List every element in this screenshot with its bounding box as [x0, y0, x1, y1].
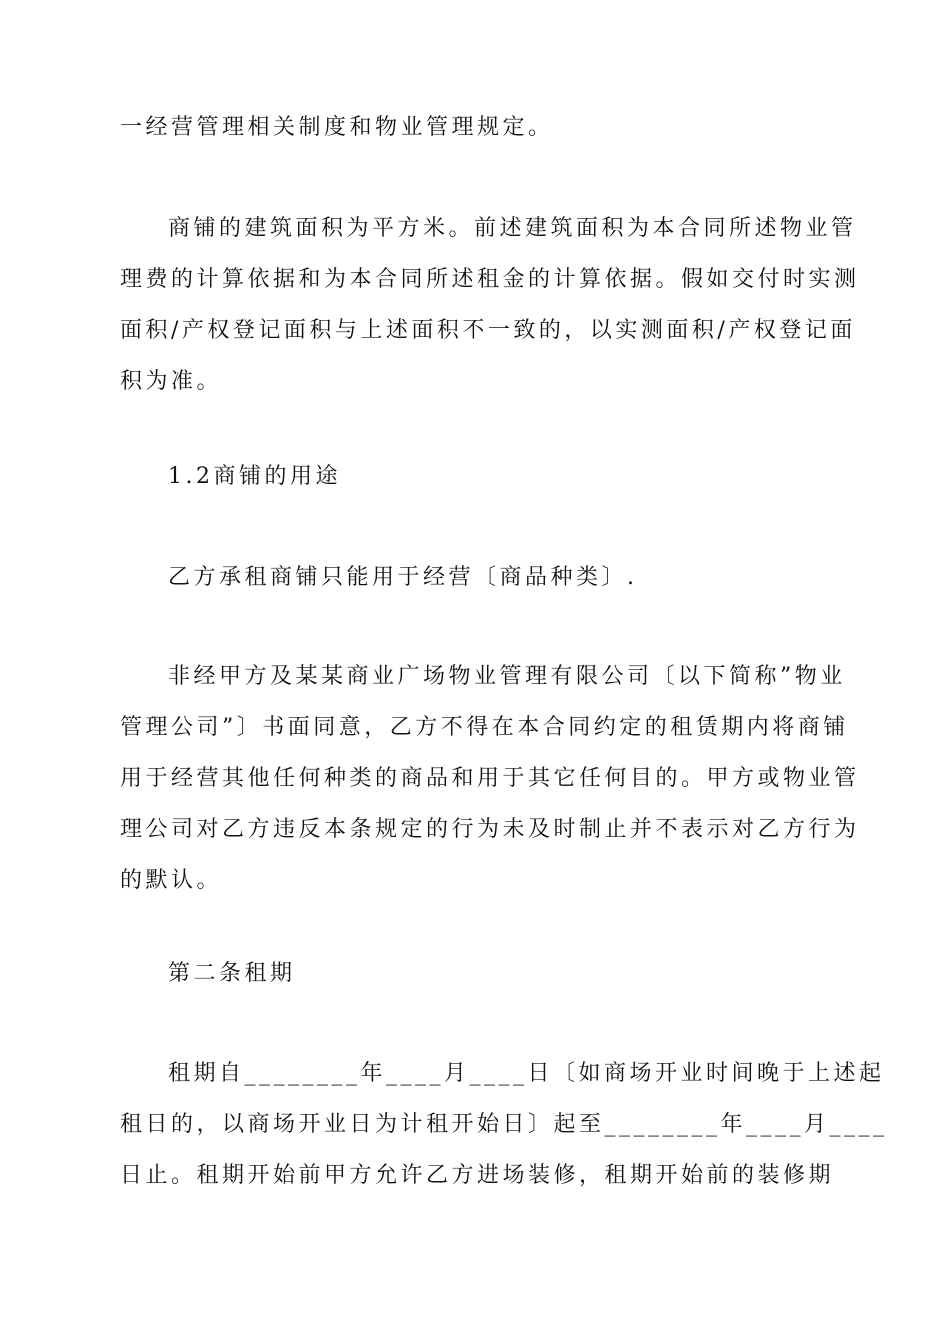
paragraph-management-rules: [120, 102, 832, 153]
text-line: 理公司对乙方违反本条规定的行为未及时制止并不表示对乙方行为: [120, 817, 860, 842]
section-heading-lease-term: [120, 948, 832, 999]
section-heading-shop-usage: [120, 451, 832, 502]
text-line: 非经甲方及某某商业广场物业管理有限公司〔以下简称”物业: [168, 664, 846, 689]
paragraph-lease-period: [120, 1048, 888, 1201]
text-line: 理费的计算依据和为本合同所述租金的计算依据。假如交付时实测: [120, 267, 860, 292]
text-line: 商铺的建筑面积为平方米。前述建筑面积为本合同所述物业管: [168, 216, 857, 241]
text-line: 1.2商铺的用途: [168, 464, 341, 489]
text-line: 积为准。: [120, 369, 223, 394]
paragraph-consent-clause: [120, 651, 860, 906]
text-line: 管理公司”〕书面同意，乙方不得在本合同约定的租赁期内将商铺: [120, 715, 849, 740]
text-line: 租期自________年____月____日〔如商场开业时间晚于上述起: [168, 1061, 885, 1086]
text-line: 第二条租期: [168, 961, 296, 986]
text-line: 用于经营其他任何种类的商品和用于其它任何目的。甲方或物业管: [120, 766, 860, 791]
text-line: 一经营管理相关制度和物业管理规定。: [120, 115, 554, 140]
paragraph-usage-restriction: [120, 552, 832, 603]
text-line: 面积/产权登记面积与上述面积不一致的，以实测面积/产权登记面: [120, 318, 856, 343]
text-line: 的默认。: [120, 868, 223, 893]
text-line: 租日的，以商场开业日为计租开始日〕起至________年____月____: [120, 1112, 888, 1137]
text-line: 乙方承租商铺只能用于经营〔商品种类〕.: [168, 565, 638, 590]
text-line: 日止。租期开始前甲方允许乙方进场装修，租期开始前的装修期: [120, 1163, 835, 1188]
paragraph-building-area: [120, 203, 860, 407]
